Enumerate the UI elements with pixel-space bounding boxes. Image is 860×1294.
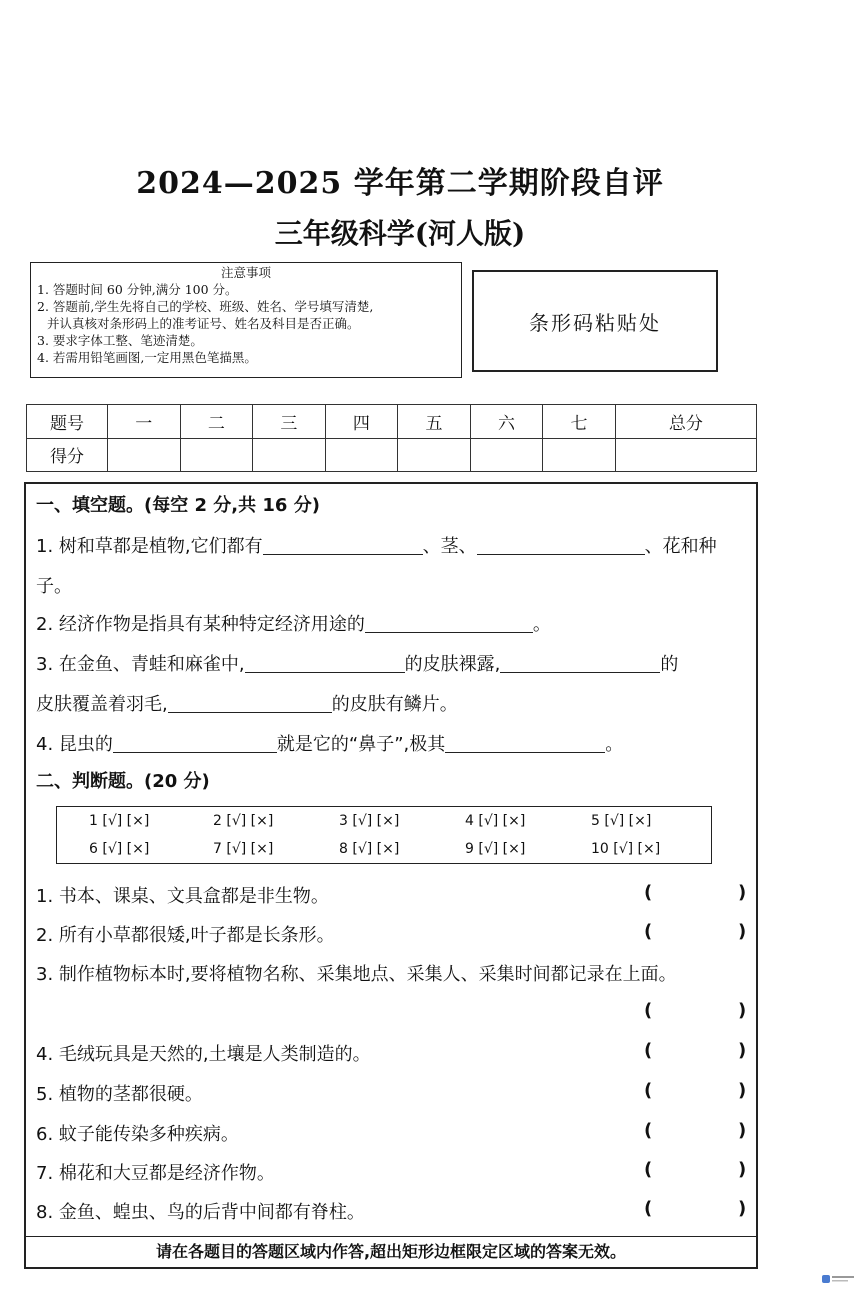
notice-item: 4. 若需用铅笔画图,一定用黑色笔描黑。 [37, 350, 257, 365]
score-table-score-row [27, 438, 757, 472]
answer-blank[interactable] [263, 536, 423, 555]
score-header-cell: 二 [180, 405, 253, 439]
answer-paren-open[interactable]: ( [644, 1159, 653, 1180]
answer-paren-open[interactable]: ( [644, 1120, 653, 1141]
fill-question-1: 1. 树和草都是植物,它们都有 、茎、 、花和种 [36, 536, 717, 557]
answer-paren-close[interactable]: ) [738, 1080, 747, 1101]
answer-blank[interactable] [365, 614, 533, 633]
score-header-cell: 总分 [615, 405, 756, 439]
section1-heading: 一、填空题。(每空 2 分,共 16 分) [36, 495, 320, 516]
barcode-area [472, 270, 718, 372]
answer-blank[interactable] [245, 654, 405, 673]
score-cell[interactable] [253, 438, 326, 472]
exam-subtitle: 三年级科学(河人版) [274, 217, 526, 250]
answer-paren-close[interactable]: ) [738, 1120, 747, 1141]
score-header-cell: 六 [470, 405, 543, 439]
answer-choice[interactable]: 5 [√] [×] [591, 813, 652, 829]
fill-question-4: 4. 昆虫的 就是它的“鼻子”,极其 。 [36, 734, 624, 755]
section2-heading: 二、判断题。(20 分) [36, 771, 210, 792]
watermark-icon [822, 1274, 856, 1286]
answer-area-frame [24, 482, 758, 1269]
answer-choice[interactable]: 9 [√] [×] [465, 841, 526, 857]
judge-question-3: 3. 制作植物标本时,要将植物名称、采集地点、采集人、采集时间都记录在上面。 [36, 964, 677, 985]
answer-paren-close[interactable]: ) [738, 1198, 747, 1219]
score-header-cell: 三 [253, 405, 326, 439]
answer-blank[interactable] [500, 654, 660, 673]
answer-blank[interactable] [477, 536, 645, 555]
notice-heading: 注意事项 [220, 265, 271, 280]
answer-grid [56, 806, 712, 864]
answer-choice[interactable]: 10 [√] [×] [591, 841, 661, 857]
exam-title: 2024—2025 学年第二学期阶段自评 [136, 166, 664, 201]
answer-paren-close[interactable]: ) [738, 1159, 747, 1180]
answer-area-footer: 请在各题目的答题区域内作答,超出矩形边框限定区域的答案无效。 [24, 1236, 758, 1269]
judge-question-4: 4. 毛绒玩具是天然的,土壤是人类制造的。 [36, 1044, 371, 1065]
fill-question-3: 3. 在金鱼、青蛙和麻雀中, 的皮肤裸露, 的 [36, 654, 679, 675]
notice-item: 3. 要求字体工整、笔迹清楚。 [37, 333, 203, 348]
answer-choice[interactable]: 6 [√] [×] [89, 841, 150, 857]
answer-choice[interactable]: 7 [√] [×] [213, 841, 274, 857]
score-cell[interactable] [325, 438, 398, 472]
score-table [26, 404, 757, 472]
judge-question-2: 2. 所有小草都很矮,叶子都是长条形。 [36, 925, 335, 946]
answer-paren-open[interactable]: ( [644, 1040, 653, 1061]
fill-question-3-cont: 皮肤覆盖着羽毛, 的皮肤有鳞片。 [36, 694, 458, 715]
score-header-cell: 四 [325, 405, 398, 439]
score-cell[interactable] [543, 438, 616, 472]
judge-question-8: 8. 金鱼、蝗虫、鸟的后背中间都有脊柱。 [36, 1202, 365, 1223]
answer-blank[interactable] [168, 694, 332, 713]
notice-item: 1. 答题时间 60 分钟,满分 100 分。 [37, 282, 238, 297]
answer-choice[interactable]: 8 [√] [×] [339, 841, 400, 857]
score-cell[interactable] [615, 438, 756, 472]
answer-paren-open[interactable]: ( [644, 1198, 653, 1219]
answer-paren-close[interactable]: ) [738, 882, 747, 903]
judge-question-5: 5. 植物的茎都很硬。 [36, 1084, 203, 1105]
notice-item: 2. 答题前,学生先将自己的学校、班级、姓名、学号填写清楚, [37, 299, 374, 314]
judge-question-6: 6. 蚊子能传染多种疾病。 [36, 1124, 239, 1145]
answer-choice[interactable]: 2 [√] [×] [213, 813, 274, 829]
score-header-cell: 一 [108, 405, 181, 439]
score-cell[interactable] [470, 438, 543, 472]
notice-item: 并认真核对条形码上的准考证号、姓名及科目是否正确。 [47, 316, 360, 331]
score-header-cell: 五 [398, 405, 471, 439]
answer-choice[interactable]: 3 [√] [×] [339, 813, 400, 829]
answer-paren-close[interactable]: ) [738, 1000, 747, 1021]
answer-paren-close[interactable]: ) [738, 1040, 747, 1061]
answer-blank[interactable] [113, 734, 277, 753]
judge-question-1: 1. 书本、课桌、文具盒都是非生物。 [36, 886, 329, 907]
score-table-header-row [27, 405, 757, 439]
watermark-logo [822, 1274, 856, 1286]
answer-blank[interactable] [445, 734, 605, 753]
answer-paren-open[interactable]: ( [644, 882, 653, 903]
answer-paren-close[interactable]: ) [738, 921, 747, 942]
answer-paren-open[interactable]: ( [644, 1080, 653, 1101]
barcode-label: 条形码粘贴处 [529, 310, 661, 335]
answer-choice[interactable]: 1 [√] [×] [89, 813, 150, 829]
score-cell[interactable] [108, 438, 181, 472]
score-header-cell: 七 [543, 405, 616, 439]
score-header-cell: 题号 [27, 405, 108, 439]
fill-question-1-cont: 子。 [36, 576, 72, 597]
answer-choice[interactable]: 4 [√] [×] [465, 813, 526, 829]
score-row-label: 得分 [27, 438, 108, 472]
judge-question-7: 7. 棉花和大豆都是经济作物。 [36, 1163, 275, 1184]
answer-paren-open[interactable]: ( [644, 921, 653, 942]
fill-question-2: 2. 经济作物是指具有某种特定经济用途的 。 [36, 614, 551, 635]
notice-box [30, 262, 462, 378]
score-cell[interactable] [398, 438, 471, 472]
answer-paren-open[interactable]: ( [644, 1000, 653, 1021]
score-cell[interactable] [180, 438, 253, 472]
